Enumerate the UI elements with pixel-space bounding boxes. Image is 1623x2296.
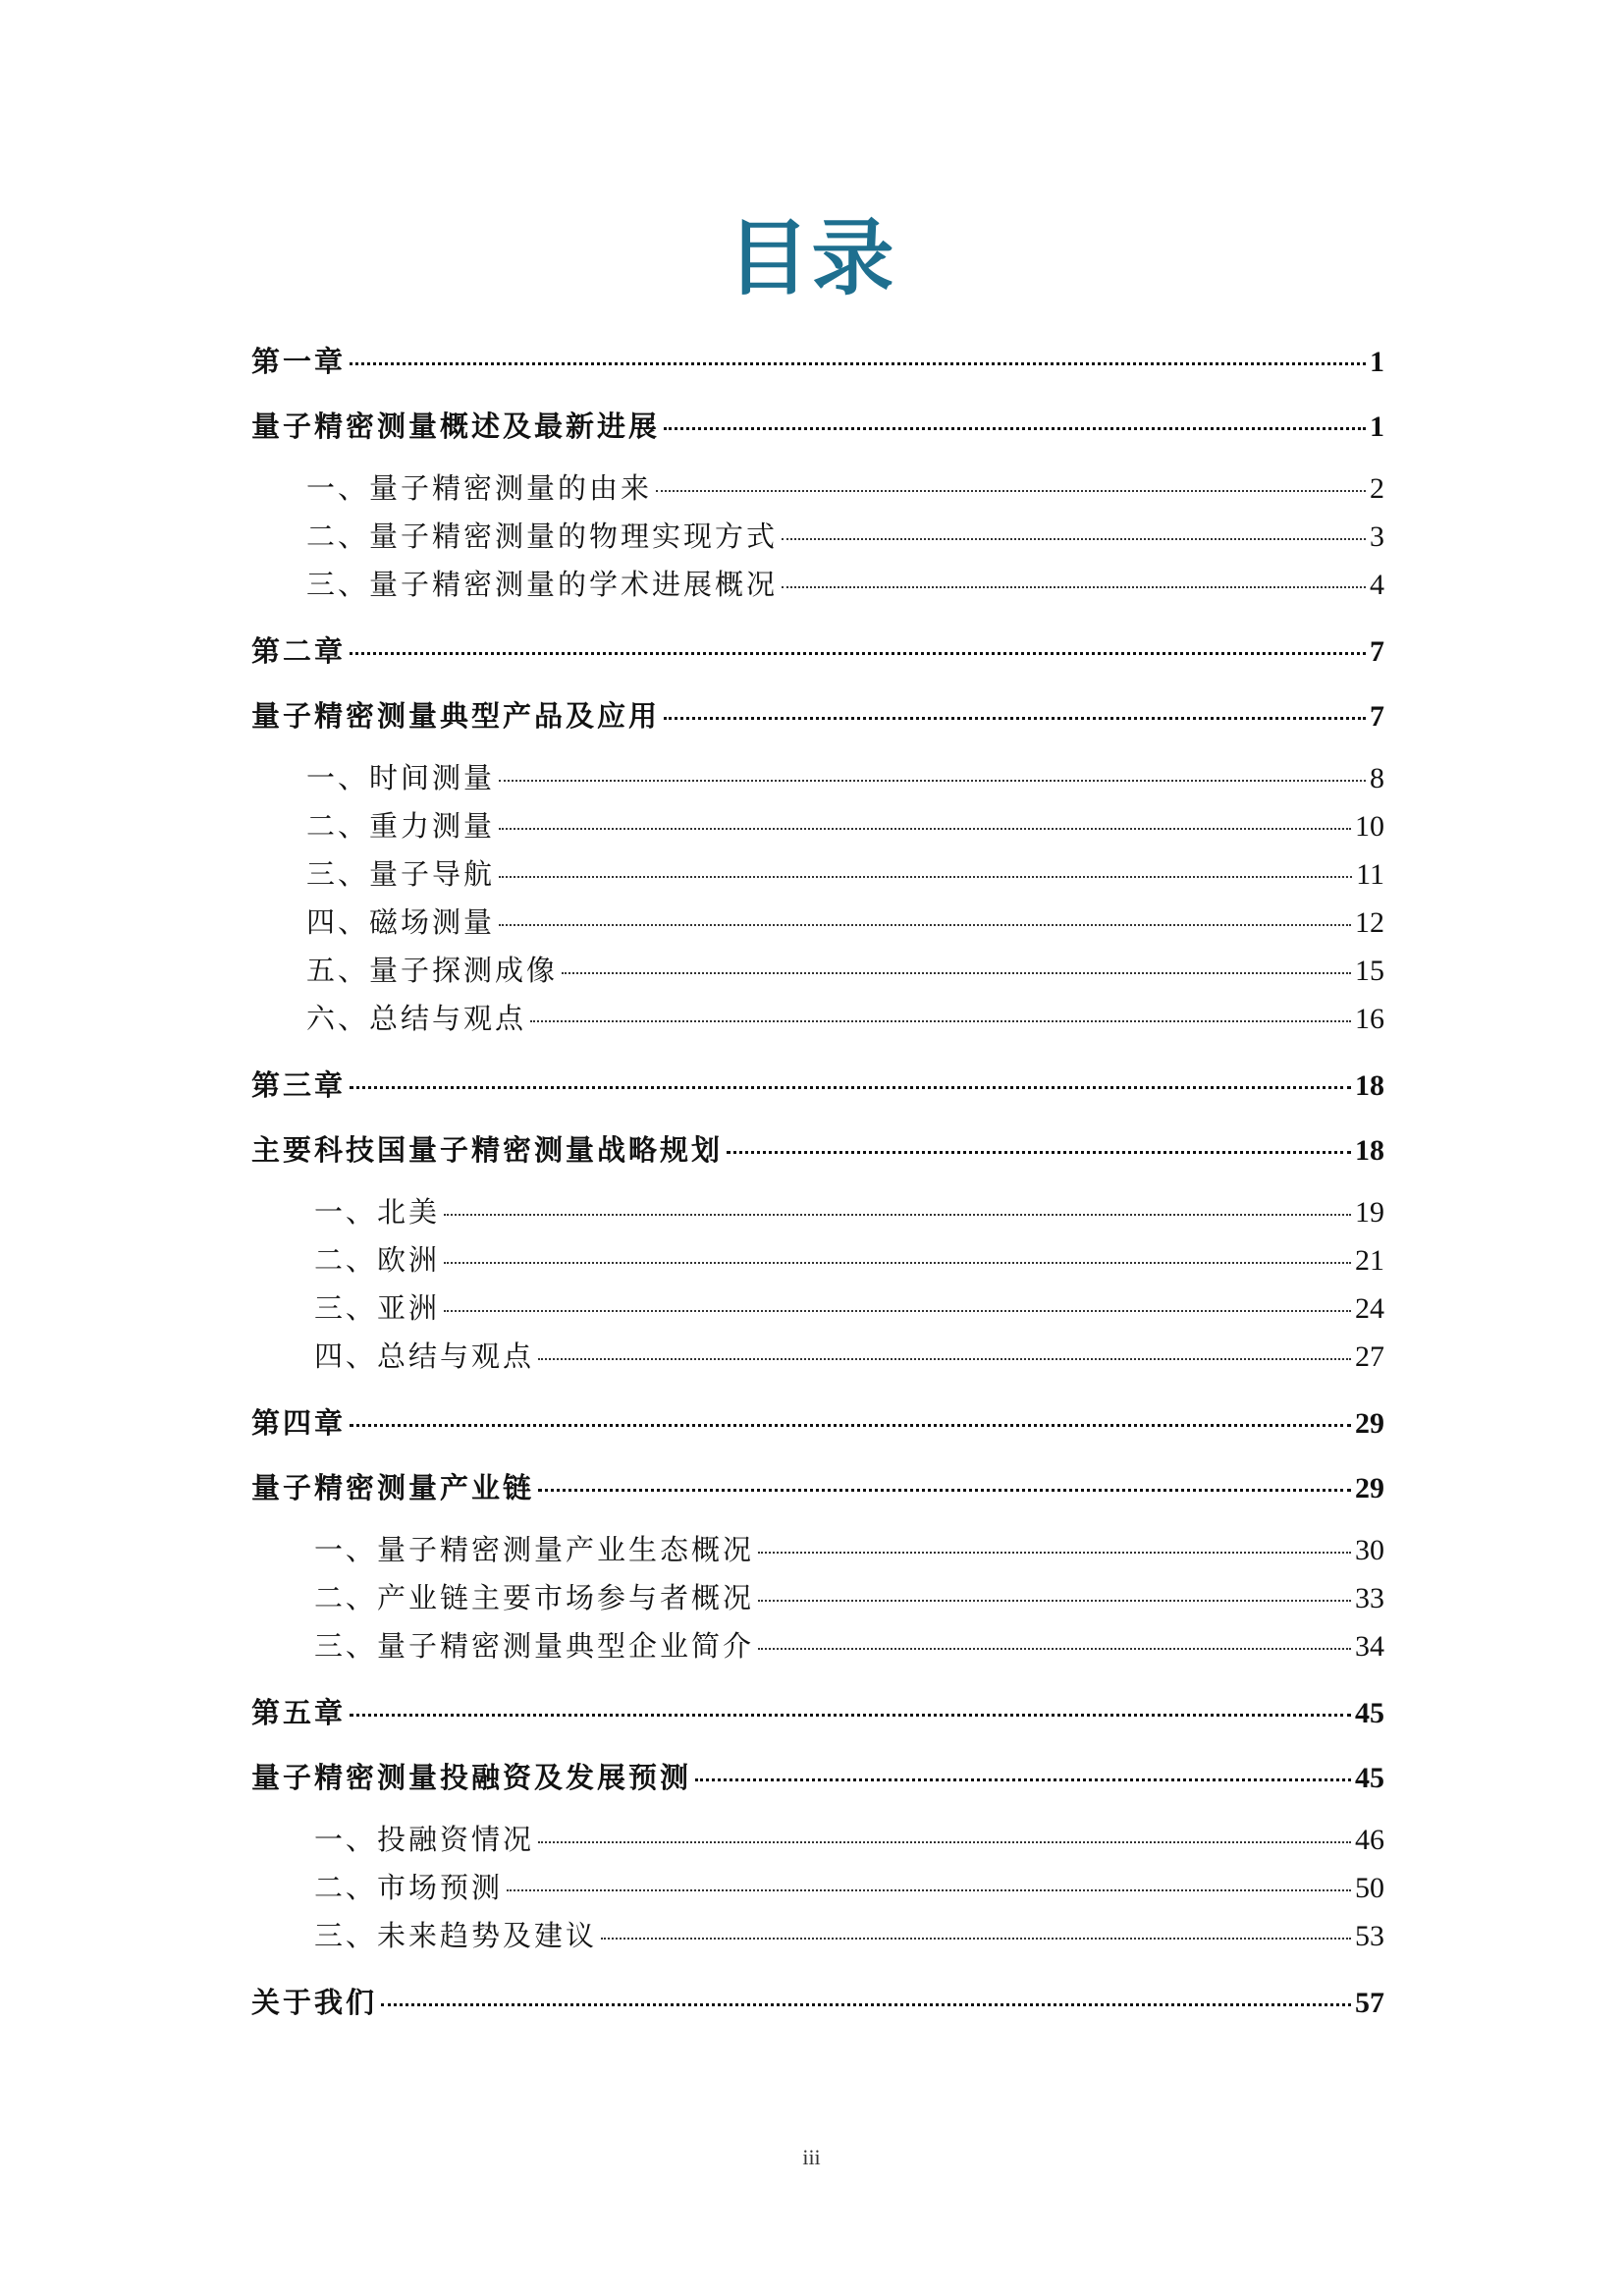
dot-leader xyxy=(538,1841,1351,1843)
toc-entry-label: 五、量子探测成像 xyxy=(306,954,559,987)
toc-entry-label: 三、亚洲 xyxy=(314,1291,441,1325)
dot-leader xyxy=(444,1310,1351,1312)
toc-entry-page: 34 xyxy=(1355,1630,1384,1663)
dot-leader xyxy=(664,427,1366,430)
toc-entry-label: 三、量子导航 xyxy=(306,857,496,891)
toc-entry-subsection[interactable] xyxy=(251,1574,1384,1622)
toc-entry-heading[interactable] xyxy=(251,1465,1384,1510)
dot-leader xyxy=(601,1938,1351,1940)
toc-entry-page: 3 xyxy=(1370,520,1384,553)
toc-entry-label: 三、量子精密测量典型企业简介 xyxy=(314,1629,755,1663)
toc-entry-page: 12 xyxy=(1355,906,1384,939)
toc-entry-subsection[interactable] xyxy=(251,1236,1384,1285)
dot-leader xyxy=(499,876,1352,878)
toc-entry-subsection[interactable] xyxy=(251,850,1384,899)
toc-entry-label: 二、市场预测 xyxy=(314,1871,504,1904)
toc-entry-subsection[interactable] xyxy=(251,465,1384,513)
toc-entry-heading[interactable] xyxy=(251,693,1384,738)
toc-entry-label: 第三章 xyxy=(251,1068,347,1102)
toc-entry-label: 第五章 xyxy=(251,1696,347,1729)
dot-leader xyxy=(782,586,1366,588)
toc-entry-page: 27 xyxy=(1355,1340,1384,1373)
toc-entry-subsection[interactable] xyxy=(251,561,1384,609)
toc-entry-page: 18 xyxy=(1355,1069,1384,1102)
toc-entry-subsection[interactable] xyxy=(251,899,1384,947)
toc-entry-subsection[interactable] xyxy=(251,947,1384,995)
dot-leader xyxy=(350,652,1366,655)
toc-entry-heading[interactable] xyxy=(251,1690,1384,1735)
toc-entry-label: 一、投融资情况 xyxy=(314,1823,535,1856)
dot-leader xyxy=(350,1714,1351,1717)
dot-leader xyxy=(499,924,1351,926)
dot-leader xyxy=(350,1086,1351,1089)
toc-entry-label: 三、量子精密测量的学术进展概况 xyxy=(306,568,779,601)
dot-leader xyxy=(444,1262,1351,1264)
toc-entry-subsection[interactable] xyxy=(251,1526,1384,1574)
toc-title: 目录 xyxy=(727,210,896,306)
dot-leader xyxy=(350,362,1366,365)
toc-entry-label: 一、时间测量 xyxy=(306,761,496,794)
toc-entry-label: 二、量子精密测量的物理实现方式 xyxy=(306,519,779,553)
toc-entry-page: 30 xyxy=(1355,1534,1384,1566)
toc-entry-page: 19 xyxy=(1355,1196,1384,1229)
dot-leader xyxy=(758,1600,1351,1602)
toc-entry-label: 二、产业链主要市场参与者概况 xyxy=(314,1581,755,1614)
toc-entry-subsection[interactable] xyxy=(251,995,1384,1043)
toc-entry-page: 15 xyxy=(1355,955,1384,987)
dot-leader xyxy=(758,1552,1351,1554)
toc-entry-subsection[interactable] xyxy=(251,1912,1384,1960)
dot-leader xyxy=(530,1020,1351,1022)
dot-leader xyxy=(381,2003,1351,2006)
dot-leader xyxy=(507,1889,1351,1891)
dot-leader xyxy=(538,1358,1351,1360)
toc-entry-subsection[interactable] xyxy=(251,513,1384,561)
toc-entry-page: 7 xyxy=(1370,700,1384,733)
toc-entry-page: 7 xyxy=(1370,635,1384,668)
toc-entry-subsection[interactable] xyxy=(251,1333,1384,1381)
dot-leader xyxy=(758,1648,1351,1650)
toc-entry-subsection[interactable] xyxy=(251,754,1384,802)
toc-entry-page: 10 xyxy=(1355,810,1384,843)
toc-entry-page: 29 xyxy=(1355,1472,1384,1504)
toc-entry-page: 45 xyxy=(1355,1762,1384,1794)
toc-entry-page: 8 xyxy=(1370,762,1384,794)
dot-leader xyxy=(499,780,1366,782)
toc-entry-label: 一、量子精密测量产业生态概况 xyxy=(314,1533,755,1566)
toc-entry-page: 29 xyxy=(1355,1407,1384,1440)
toc-entry-heading[interactable] xyxy=(251,1980,1384,2025)
toc-entry-label: 一、量子精密测量的由来 xyxy=(306,471,653,505)
dot-leader xyxy=(562,972,1351,974)
toc-entry-label: 三、未来趋势及建议 xyxy=(314,1919,598,1952)
toc-entry-page: 16 xyxy=(1355,1003,1384,1035)
toc-entry-label: 主要科技国量子精密测量战略规划 xyxy=(251,1133,724,1167)
toc-entry-subsection[interactable] xyxy=(251,1816,1384,1864)
toc-entry-page: 21 xyxy=(1355,1244,1384,1277)
toc-entry-heading[interactable] xyxy=(251,1755,1384,1800)
toc-entry-label: 二、欧洲 xyxy=(314,1243,441,1277)
toc-entry-label: 六、总结与观点 xyxy=(306,1002,527,1035)
toc-entry-heading[interactable] xyxy=(251,629,1384,674)
toc-entry-page: 4 xyxy=(1370,569,1384,601)
toc-entry-page: 1 xyxy=(1370,346,1384,378)
toc-entry-page: 33 xyxy=(1355,1582,1384,1614)
toc-entry-page: 1 xyxy=(1370,410,1384,443)
toc-entry-heading[interactable] xyxy=(251,1127,1384,1173)
dot-leader xyxy=(350,1424,1351,1427)
toc-entry-label: 关于我们 xyxy=(251,1986,378,2019)
toc-entry-label: 量子精密测量产业链 xyxy=(251,1471,535,1504)
toc-entry-heading[interactable] xyxy=(251,1063,1384,1108)
page-number: iii xyxy=(802,2145,821,2169)
dot-leader xyxy=(444,1214,1351,1216)
toc-entry-label: 第一章 xyxy=(251,345,347,378)
toc-entry-subsection[interactable] xyxy=(251,1188,1384,1236)
toc-list xyxy=(251,339,1384,2025)
dot-leader xyxy=(656,490,1366,492)
toc-entry-label: 四、磁场测量 xyxy=(306,905,496,939)
toc-entry-subsection[interactable] xyxy=(251,802,1384,850)
toc-entry-label: 第二章 xyxy=(251,634,347,668)
dot-leader xyxy=(538,1489,1351,1492)
toc-entry-subsection[interactable] xyxy=(251,1622,1384,1670)
toc-entry-label: 第四章 xyxy=(251,1406,347,1440)
toc-entry-heading[interactable] xyxy=(251,1400,1384,1446)
toc-entry-page: 50 xyxy=(1355,1872,1384,1904)
toc-entry-heading[interactable] xyxy=(251,339,1384,384)
toc-entry-label: 量子精密测量概述及最新进展 xyxy=(251,410,661,443)
toc-entry-page: 2 xyxy=(1370,472,1384,505)
toc-entry-heading[interactable] xyxy=(251,404,1384,449)
toc-entry-label: 量子精密测量投融资及发展预测 xyxy=(251,1761,692,1794)
toc-entry-page: 57 xyxy=(1355,1987,1384,2019)
dot-leader xyxy=(499,828,1351,830)
toc-entry-subsection[interactable] xyxy=(251,1285,1384,1333)
toc-entry-label: 一、北美 xyxy=(314,1195,441,1229)
toc-entry-page: 53 xyxy=(1355,1920,1384,1952)
toc-entry-page: 11 xyxy=(1356,858,1384,891)
toc-entry-page: 46 xyxy=(1355,1824,1384,1856)
toc-entry-page: 24 xyxy=(1355,1292,1384,1325)
toc-entry-label: 四、总结与观点 xyxy=(314,1339,535,1373)
toc-entry-subsection[interactable] xyxy=(251,1864,1384,1912)
dot-leader xyxy=(727,1151,1351,1154)
toc-entry-label: 量子精密测量典型产品及应用 xyxy=(251,699,661,733)
toc-entry-label: 二、重力测量 xyxy=(306,809,496,843)
toc-entry-page: 45 xyxy=(1355,1697,1384,1729)
dot-leader xyxy=(664,717,1366,720)
dot-leader xyxy=(695,1778,1351,1781)
dot-leader xyxy=(782,538,1366,540)
toc-entry-page: 18 xyxy=(1355,1134,1384,1167)
